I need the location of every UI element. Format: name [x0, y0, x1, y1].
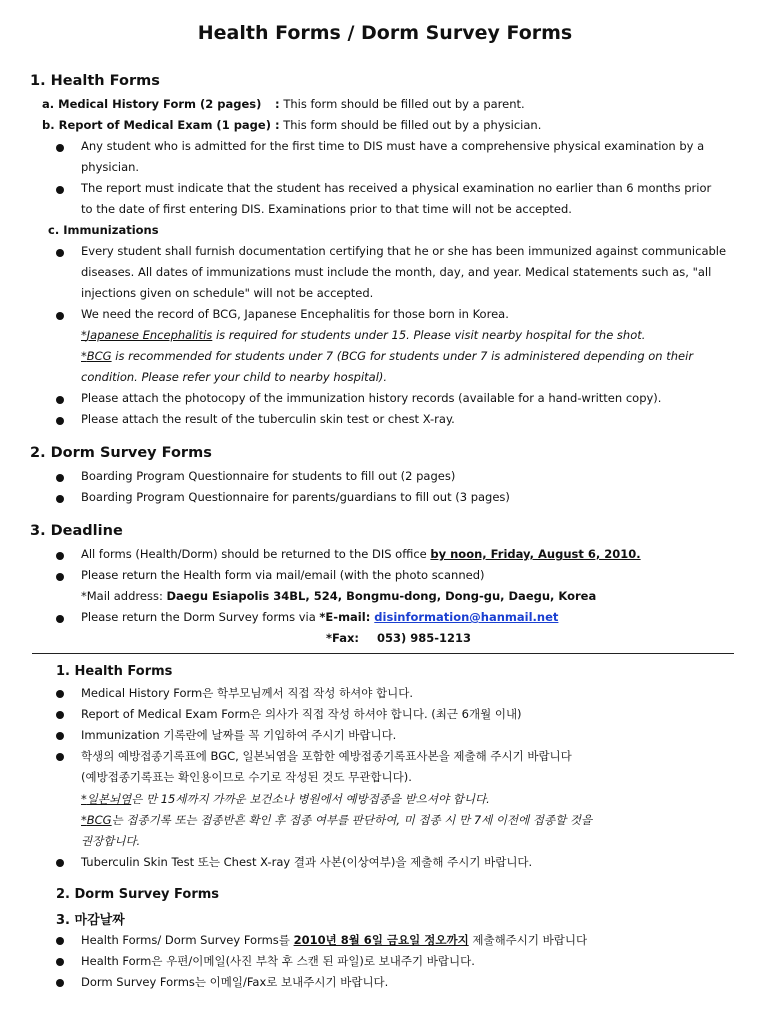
section-dorm-survey-heading: 2. Dorm Survey Forms — [30, 445, 212, 461]
item-a-colon: : — [275, 97, 280, 111]
item-c-immunizations — [48, 223, 159, 237]
ko-je-underlined: 일본뇌염 — [86, 792, 132, 806]
c-bullet3: Please attach the photocopy of the immunization history records (available for a hand-written copy). — [81, 391, 662, 405]
c-bullet2: We need the record of BCG, Japanese Encephalitis for those born in Korea. — [81, 307, 509, 321]
bcg-star: * — [81, 349, 87, 363]
section-deadline-heading: 3. Deadline — [30, 523, 123, 539]
deadline-bullet1 — [81, 547, 641, 561]
bullet-icon — [56, 859, 64, 867]
ko-deadline-post: 제출해주시기 바랍니다 — [468, 933, 588, 947]
fax-value: 053) 985-1213 — [376, 631, 472, 645]
ko-bullet4-line1: 학생의 예방접종기록표에 BGC, 일본뇌염을 포함한 예방접종기록표사본을 제출해 주시기 바랍니다 — [81, 749, 572, 763]
ko-deadline-heading: 3. 마감날짜 — [56, 913, 125, 928]
ko-deadline-pre: Health Forms/ Dorm Survey Forms를 — [81, 933, 294, 947]
bullet-icon — [56, 249, 64, 257]
item-a-text: This form should be filled out by a parent. — [283, 97, 525, 111]
b-bullet1-line2: physician. — [81, 160, 140, 174]
b-bullet2-line1: The report must indicate that the student has received a physical examination no earlier than 6 months prior — [81, 181, 712, 195]
b-bullet1-line1: Any student who is admitted for the first time to DIS must have a comprehensive physical examination by a — [81, 139, 705, 153]
ko-bcg-note-line2: 권장합니다. — [81, 834, 141, 848]
bullet-icon — [56, 732, 64, 740]
bullet-icon — [56, 958, 64, 966]
item-a-medical-history — [42, 97, 525, 111]
bullet-icon — [56, 144, 64, 152]
je-star: * — [81, 328, 87, 342]
dorm-bullet1: Boarding Program Questionnaire for students to fill out (2 pages) — [81, 469, 456, 483]
ko-bcg-rest: 는 접종기록 또는 접종반흔 확인 후 접종 여부를 판단하여, 미 접종 시 만 7세 이전에 접종할 것을 — [111, 813, 593, 827]
ko-deadline-bullet2: Health Form은 우편/이메일(사진 부착 후 스캔 된 파일)로 보내주기 바랍니다. — [81, 954, 475, 968]
ko-deadline-date: 2010년 8월 6일 금요일 정오까지 — [293, 933, 469, 947]
ko-je-star: * — [81, 792, 87, 806]
bullet-icon — [56, 979, 64, 987]
ko-dorm-heading: 2. Dorm Survey Forms — [56, 887, 220, 902]
deadline-date: by noon, Friday, August 6, 2010. — [430, 547, 641, 561]
mail-address-label: *Mail address: — [81, 589, 167, 603]
je-note — [81, 328, 645, 342]
bcg-rest: is recommended for students under 7 (BCG for students under 7 is administered depending on their — [111, 349, 694, 363]
deadline-bullet3 — [81, 610, 558, 624]
bullet-icon — [56, 690, 64, 698]
bcg-note-line1 — [81, 349, 693, 363]
bcg-underlined: BCG — [86, 349, 112, 363]
bullet-icon — [56, 711, 64, 719]
ko-je-rest: 은 만 15세까지 가까운 보건소나 병원에서 예방접종을 받으셔야 합니다. — [131, 792, 490, 806]
bullet-icon — [56, 396, 64, 404]
mail-address — [81, 589, 596, 603]
ko-bullet1: Medical History Form은 학부모님께서 직접 작성 하셔야 합니다. — [81, 686, 414, 700]
ko-bcg-note-line1 — [81, 812, 592, 828]
je-rest: is required for students under 15. Please visit nearby hospital for the shot. — [212, 328, 646, 342]
bullet-icon — [56, 186, 64, 194]
c-bullet4: Please attach the result of the tuberculin skin test or chest X-ray. — [81, 412, 455, 426]
item-b-medical-exam — [42, 118, 541, 132]
bullet-icon — [56, 417, 64, 425]
bullet-icon — [56, 937, 64, 945]
ko-bullet4-line2: (예방접종기록표는 확인용이므로 수기로 작성된 것도 무관합니다). — [81, 770, 412, 784]
email-label: *E-mail: — [319, 610, 375, 624]
dorm-bullet2: Boarding Program Questionnaire for parents/guardians to fill out (3 pages) — [81, 490, 510, 504]
c-bullet1-line3: injections given on schedule" will not be accepted. — [81, 286, 374, 300]
bullet-icon — [56, 615, 64, 623]
bullet-icon — [56, 312, 64, 320]
je-underlined: Japanese Encephalitis — [86, 328, 213, 342]
ko-bullet5: Tuberculin Skin Test 또는 Chest X-ray 결과 사본(이상여부)을 제출해 주시기 바랍니다. — [81, 855, 533, 869]
ko-deadline-bullet1 — [81, 932, 587, 948]
ko-bullet3: Immunization 기록란에 날짜를 꼭 기입하여 주시기 바랍니다. — [81, 728, 397, 742]
bullet-icon — [56, 753, 64, 761]
ko-bcg-star: * — [81, 813, 87, 827]
section-divider — [32, 653, 734, 654]
c-bullet1-line1: Every student shall furnish documentation certifying that he or she has been immunized against communicable — [81, 244, 727, 258]
ko-deadline-bullet3: Dorm Survey Forms는 이메일/Fax로 보내주시기 바랍니다. — [81, 975, 389, 989]
item-a-label: a. Medical History Form (2 pages) — [42, 97, 262, 111]
bullet-icon — [56, 495, 64, 503]
page-title: Health Forms / Dorm Survey Forms — [197, 22, 573, 44]
item-b-text: This form should be filled out by a physician. — [283, 118, 542, 132]
ko-je-note — [81, 791, 490, 807]
deadline-bullet2: Please return the Health form via mail/email (with the photo scanned) — [81, 568, 485, 582]
deadline-bullet3-text: Please return the Dorm Survey forms via — [81, 610, 320, 624]
bullet-icon — [56, 552, 64, 560]
item-c-label: c. Immunizations — [48, 223, 159, 237]
fax — [326, 631, 471, 645]
bullet-icon — [56, 573, 64, 581]
ko-bcg-underlined: BCG — [86, 813, 112, 827]
section-health-forms-heading: 1. Health Forms — [30, 73, 160, 89]
email-link[interactable]: disinformation@hanmail.net — [374, 610, 559, 624]
ko-bullet2: Report of Medical Exam Form은 의사가 직접 작성 하셔야 합니다. (최근 6개월 이내) — [81, 707, 522, 721]
mail-address-value: Daegu Esiapolis 34BL, 524, Bongmu-dong, Dong-gu, Daegu, Korea — [166, 589, 597, 603]
bcg-note-line2: condition. Please refer your child to nearby hospital). — [81, 370, 388, 384]
b-bullet2-line2: to the date of first entering DIS. Examinations prior to that time will not be accepted. — [81, 202, 572, 216]
bullet-icon — [56, 474, 64, 482]
fax-label: *Fax: — [326, 631, 359, 645]
deadline-bullet1-text: All forms (Health/Dorm) should be returned to the DIS office — [81, 547, 431, 561]
item-b-label: b. Report of Medical Exam (1 page) : — [42, 118, 280, 132]
ko-health-forms-heading: 1. Health Forms — [56, 664, 173, 679]
c-bullet1-line2: diseases. All dates of immunizations must include the month, day, and year. Medical statements such as, "all — [81, 265, 712, 279]
